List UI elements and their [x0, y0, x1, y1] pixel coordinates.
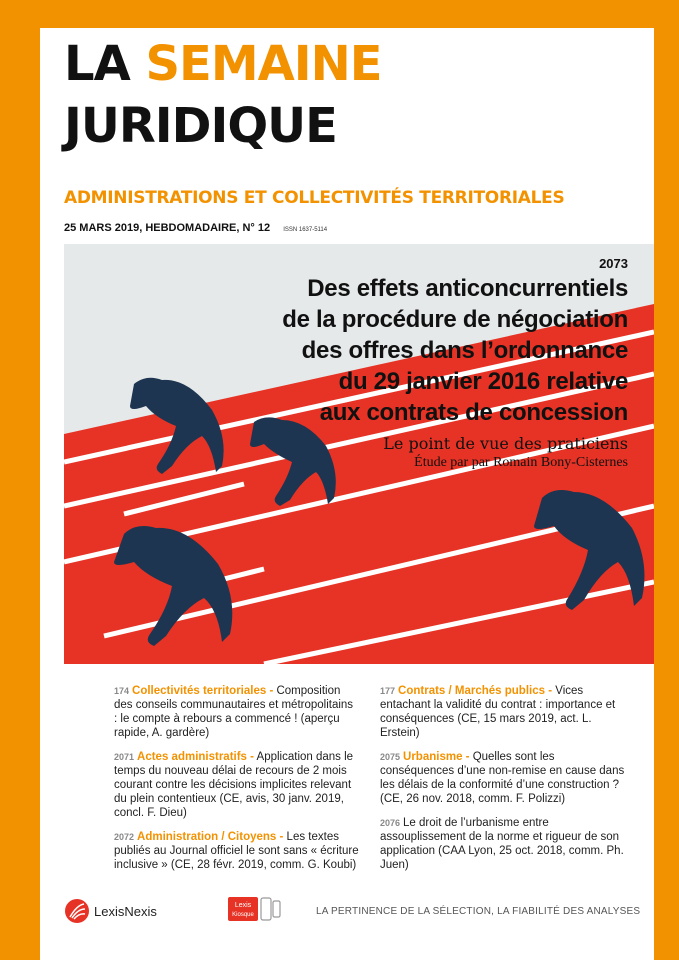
issue-date: 25 MARS 2019, HEBDOMADAIRE, N° 12: [64, 222, 271, 234]
feature-author: Étude par par Romain Bony-Cisternes: [414, 455, 628, 470]
kiosque-label-bottom: Kiosque: [232, 912, 254, 918]
lexisnexis-tree-icon: [64, 898, 90, 924]
masthead-line1: [64, 36, 382, 92]
item-category: Collectivités territoriales -: [132, 685, 274, 697]
contents-left-column: [114, 684, 359, 882]
contents-item[interactable]: [114, 750, 359, 820]
masthead-word-la: LA: [64, 36, 130, 92]
item-number: 174: [114, 686, 130, 696]
masthead-word-semaine: SEMAINE: [145, 36, 382, 92]
item-text: Vices entachant la validité du contrat : importance et conséquences (CE, 15 mars 2019, act. L. Erstein): [380, 685, 616, 739]
item-text: Quelles sont les conséquences d’une non-remise en cause dans les délais de la conformité d’une construction ? (CE, 26 nov. 2018, comm. F. Polizzi): [380, 751, 625, 805]
brand-name: LexisNexis: [94, 903, 157, 919]
lexisnexis-logo[interactable]: [64, 898, 157, 924]
item-text: Application dans le temps du nouveau délai de recours de 2 mois courant contre les décisions implicites relevant du plein contentieux (CE, avis, 30 janv. 2019, concl. F. Dieu): [114, 751, 354, 819]
contents-item[interactable]: [114, 684, 359, 740]
feature-article[interactable]: [108, 256, 628, 471]
lexis-kiosque-logo[interactable]: [226, 896, 282, 927]
feature-title-line: Des effets anticoncurrentiels: [307, 275, 628, 302]
contents-item[interactable]: [114, 830, 359, 872]
item-text: Le droit de l’urbanisme entre assouplissement de la norme et rigueur de son application (CAA Lyon, 25 oct. 2018, comm. Ph. Juen): [380, 817, 624, 871]
feature-title: [108, 273, 628, 428]
item-category: Administration / Citoyens -: [137, 831, 284, 843]
item-category: Urbanisme -: [403, 751, 470, 763]
item-text: Composition des conseils communautaires et métropolitains : le compte à rebours a commencé ! (aperçu rapide, A. gardère): [114, 685, 354, 739]
edition-title: ADMINISTRATIONS ET COLLECTIVITÉS TERRITORIALES: [64, 188, 565, 208]
item-category: Actes administratifs -: [137, 751, 254, 763]
masthead-word-juridique: JURIDIQUE: [64, 98, 337, 154]
masthead-block: [40, 28, 654, 268]
contents-item[interactable]: [380, 750, 625, 806]
feature-title-line: aux contrats de concession: [319, 399, 628, 426]
item-category: Contrats / Marchés publics -: [398, 685, 553, 697]
feature-subtitle: Le point de vue des praticiens: [383, 434, 628, 453]
feature-title-line: du 29 janvier 2016 relative: [338, 368, 628, 395]
feature-number: 2073: [599, 256, 628, 271]
tagline: LA PERTINENCE DE LA SÉLECTION, LA FIABILITÉ DES ANALYSES: [316, 906, 641, 917]
feature-title-line: des offres dans l’ordonnance: [301, 337, 628, 364]
item-number: 2071: [114, 752, 135, 762]
item-number: 2075: [380, 752, 401, 762]
item-number: 2072: [114, 832, 135, 842]
item-text: Les textes publiés au Journal officiel le sont sans « écriture inclusive » (CE, 28 févr. 2019, comm. G. Koubi): [114, 831, 359, 871]
kiosque-devices-icon: [226, 896, 282, 922]
contents-item[interactable]: [380, 684, 625, 740]
contents-right-column: [380, 684, 625, 882]
cover-illustration: [64, 244, 654, 664]
dateline: [64, 222, 327, 234]
issn: ISSN 1637-5114: [283, 227, 328, 233]
item-number: 2076: [380, 818, 401, 828]
feature-title-line: de la procédure de négociation: [282, 306, 628, 333]
kiosque-label-top: Lexis: [234, 902, 252, 909]
contents-item[interactable]: [380, 816, 625, 872]
item-number: 177: [380, 686, 396, 696]
